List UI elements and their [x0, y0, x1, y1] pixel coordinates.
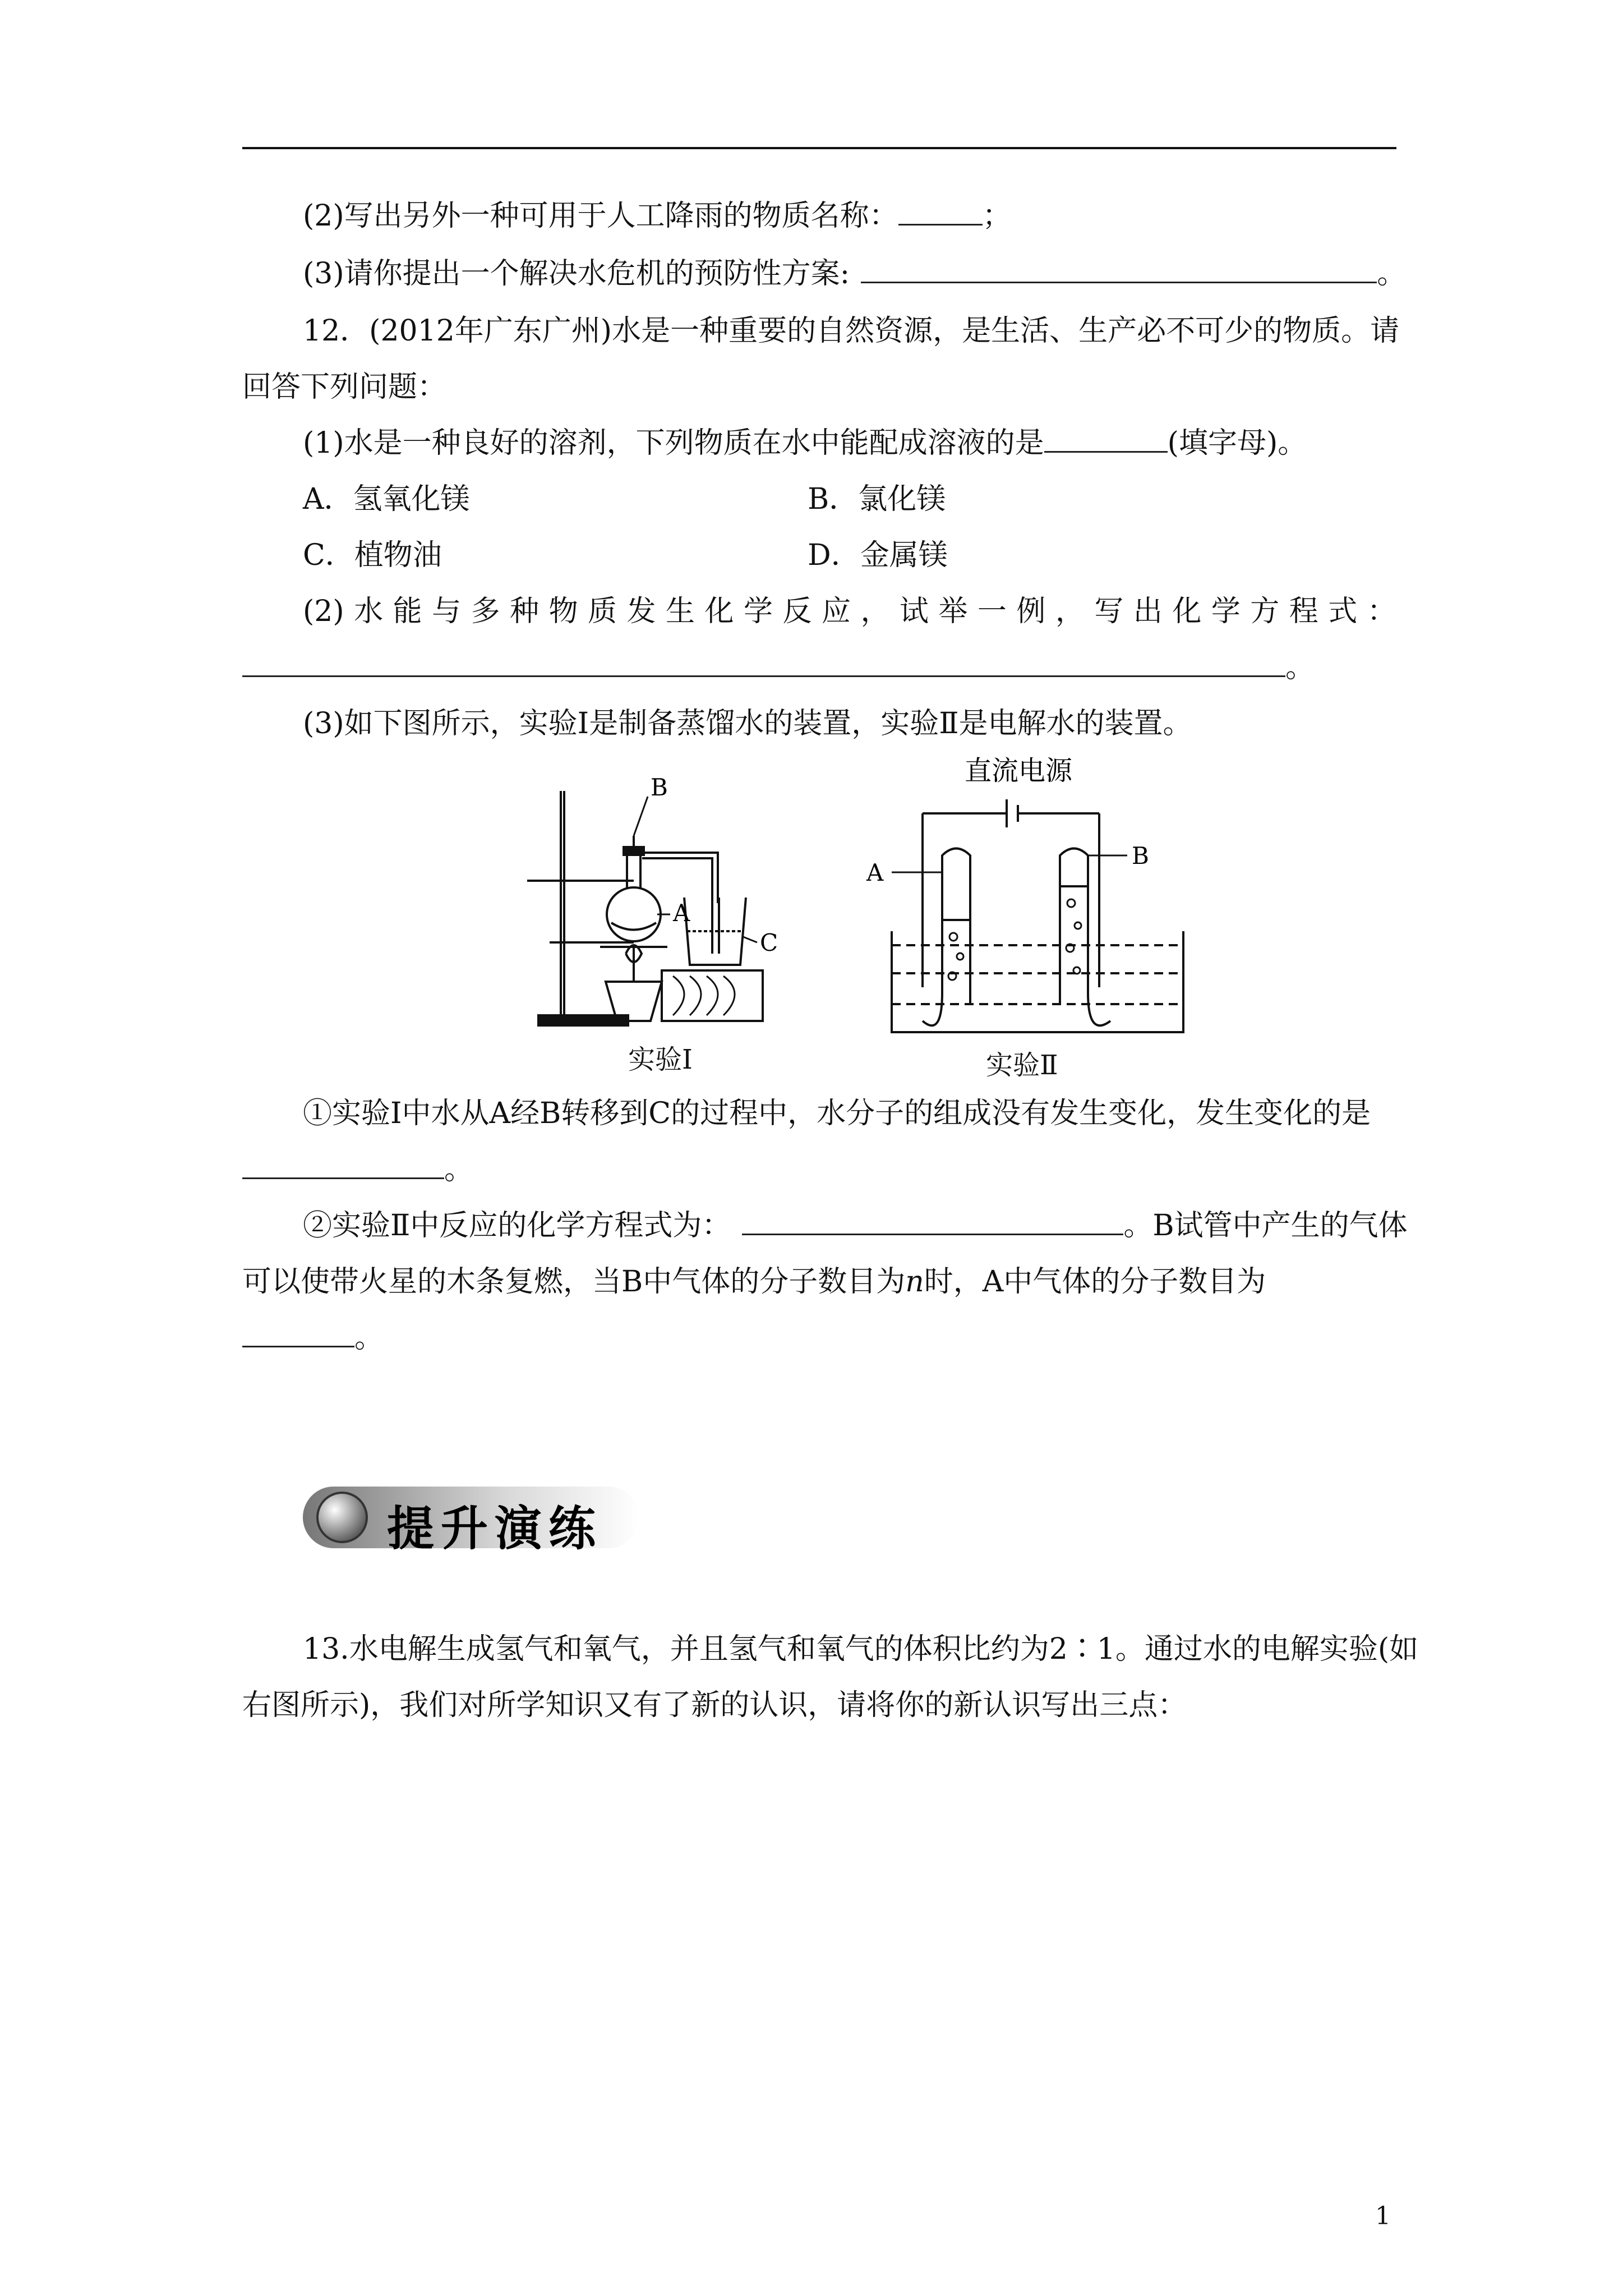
q12-sub2-text: ②实验Ⅱ中反应的化学方程式为：: [303, 1209, 731, 1243]
q12-part2-word: 方: [1250, 595, 1280, 628]
q11-part3-text: (3)请你提出一个解决水危机的预防性方案:: [303, 257, 850, 291]
fig1-label-a: A: [673, 899, 690, 927]
q12-part1-end: (填字母)。: [1167, 426, 1307, 460]
pointer-b: [634, 797, 648, 836]
q12-sub2-line2-a: 可以使带火星的木条复燃，当B中气体的分子数目为: [242, 1265, 906, 1299]
q12-part1: [303, 424, 1307, 463]
q12-sub2-line2: [242, 1262, 1266, 1301]
q12-part2-word: 程: [1289, 595, 1318, 628]
q12-part2-word: 学: [1211, 595, 1241, 628]
q11-part2-text: (2)写出另外一种可用于人工降雨的物质名称：: [303, 199, 898, 233]
q12-part2-word: 物: [548, 595, 578, 628]
q12-part2-word: 举: [938, 595, 968, 628]
q12-part1-text: (1)水是一种良好的溶剂，下列物质在水中能配成溶液的是: [303, 426, 1044, 460]
experiment-2-figure: [864, 752, 1211, 1043]
section-banner: [303, 1481, 639, 1554]
q12-part2-word: ，: [860, 595, 890, 628]
q12-part2-word: 出: [1133, 595, 1163, 628]
q11-part3-end: 。: [1377, 257, 1407, 291]
option-a: A．氢氧化镁: [303, 482, 470, 516]
q12-part2-word: ：: [1367, 595, 1396, 628]
q12-sub2-answer: [242, 1318, 384, 1358]
answer-blank[interactable]: [242, 648, 1285, 677]
q12-part2-word: 质: [588, 595, 617, 628]
page-number: 1: [1375, 2202, 1391, 2230]
experiment-1-figure: [527, 769, 841, 1038]
q12-part2-word: 反: [782, 595, 812, 628]
q12-sub2-end: 。: [354, 1321, 384, 1355]
q12-part2-word: 化: [704, 595, 734, 628]
q12-part2-word: 种: [510, 595, 540, 628]
q12-part2-answer: [242, 648, 1315, 687]
answer-blank[interactable]: [242, 1319, 354, 1347]
fig1-label-b: B: [651, 774, 668, 801]
q12-sub1-answer: [242, 1150, 473, 1189]
gas-bubbles: [948, 899, 1081, 980]
q12-sub2-text-end: 。B试管中产生的气体: [1123, 1209, 1408, 1243]
fig2-label-b: B: [1132, 842, 1149, 869]
banner-circle-icon: [317, 1493, 367, 1542]
fig1-label-c: C: [760, 929, 778, 956]
fig1-caption: 实验Ⅰ: [628, 1044, 693, 1075]
answer-blank[interactable]: [861, 255, 1377, 283]
q12-part2-word: 试: [899, 595, 929, 628]
q12-part2: [303, 592, 1396, 631]
fig2-label-a: A: [866, 859, 884, 886]
q12-part2-end: 。: [1285, 651, 1315, 684]
q11-part2: [303, 196, 1012, 236]
power-source-label: 直流电源: [965, 755, 1073, 786]
variable-n: n: [905, 1265, 924, 1299]
section-title: 提升演练: [387, 1501, 603, 1556]
q12-part2-word: 应: [821, 595, 851, 628]
q12-part2-word: 生: [666, 595, 695, 628]
q12-part2-word: 写: [1094, 595, 1124, 628]
q12-sub2-line1: [303, 1206, 1408, 1245]
option-d: D．金属镁: [808, 539, 948, 572]
q12-part2-word: 多: [471, 595, 500, 628]
pointer-c: [743, 937, 757, 942]
q12-part2-word: 水: [354, 595, 384, 628]
q12-sub1-end: 。: [444, 1153, 474, 1186]
q12-sub1-line1: ①实验Ⅰ中水从A经B转移到C的过程中，水分子的组成没有发生变化，发生变化的是: [303, 1097, 1371, 1130]
q12-part2-word: 与: [432, 595, 462, 628]
q12-sub2-line2-b: 时，A中气体的分子数目为: [924, 1265, 1266, 1299]
q12-part2-word: 能: [393, 595, 422, 628]
q12-part2-word: 化: [1172, 595, 1202, 628]
q12-part2-word: (2): [303, 595, 344, 628]
option-b: B．氯化镁: [808, 482, 946, 516]
answer-blank[interactable]: [242, 1151, 444, 1179]
answer-blank[interactable]: [1044, 424, 1168, 453]
q12-part2-word: 一: [977, 595, 1007, 628]
q12-part2-word: ，: [1055, 595, 1085, 628]
answer-blank[interactable]: [742, 1207, 1123, 1235]
q12-part2-word: 式: [1328, 595, 1358, 628]
q12-part3: (3)如下图所示，实验Ⅰ是制备蒸馏水的装置，实验Ⅱ是电解水的装置。: [303, 707, 1192, 740]
q13-line1: 13.水电解生成氢气和氧气，并且氢气和氧气的体积比约为2∶1。通过水的电解实验(如: [303, 1632, 1419, 1666]
q12-intro-line2: 回答下列问题：: [242, 370, 447, 404]
q12-part2-word: 例: [1016, 595, 1046, 628]
header-rule: [242, 147, 1396, 149]
q13-line2: 右图所示)，我们对所学知识又有了新的认识，请将你的新认识写出三点：: [242, 1688, 1187, 1722]
fig2-caption: 实验Ⅱ: [986, 1050, 1058, 1081]
q11-part2-end: ；: [982, 199, 1012, 233]
q12-part2-word: 发: [626, 595, 656, 628]
answer-blank[interactable]: [898, 197, 983, 226]
q12-part2-word: 学: [743, 595, 773, 628]
option-c: C．植物油: [303, 539, 442, 572]
q11-part3: [303, 254, 1406, 293]
q12-intro-line1: 12．(2012年广东广州)水是一种重要的自然资源，是生活、生产必不可少的物质。请: [303, 314, 1400, 348]
